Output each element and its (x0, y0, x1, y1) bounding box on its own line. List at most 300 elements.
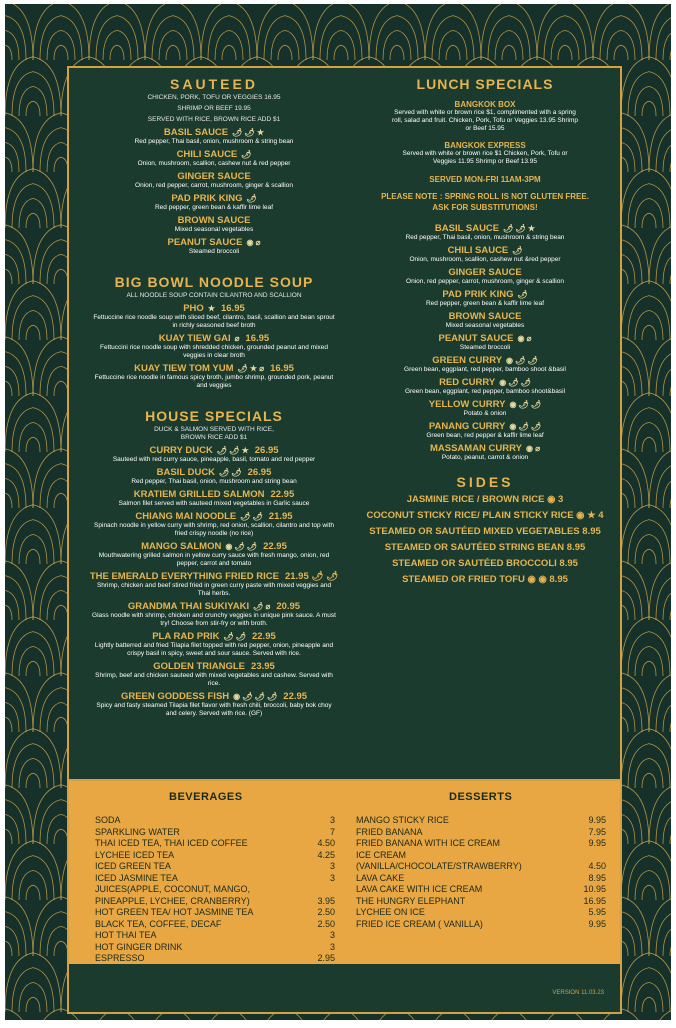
arch-line (89, 4, 145, 60)
row-price: 4.50 (588, 861, 606, 871)
menu-item (73, 237, 355, 256)
arch-line (649, 225, 671, 284)
arch-line (313, 4, 369, 60)
arch-line (663, 702, 671, 732)
arch-line (5, 605, 12, 620)
arch-line (642, 437, 656, 452)
arch-line (5, 225, 33, 284)
item-description: Onion, red pepper, carrot, mushroom, ginger & scallion (135, 182, 293, 189)
item-description: Fettuccine rice noodle in famous spicy broth, jumbo shrimp, grounded pork, peanut and veggies (94, 374, 334, 389)
arch-line (40, 16, 82, 60)
arch-line (264, 16, 306, 60)
item-description: Lightly batterred and fried Tilapia filet topped with red pepper, onion, pineapple and crispy basil in spicy, sweet and sour sauce. Served with rice. (94, 642, 334, 657)
arch-line (642, 885, 656, 900)
menu-panel (67, 66, 622, 781)
arch-line (649, 561, 671, 620)
desserts-row (356, 873, 606, 885)
beverages-row (95, 815, 335, 827)
arch-line (649, 113, 671, 172)
menu-item (73, 149, 355, 168)
item-title-line (73, 445, 355, 456)
diet-icons: 🌶 🌶 ★ (503, 224, 536, 233)
menu-item (73, 511, 355, 538)
item-price: 22.95 (270, 489, 295, 500)
bangkok-express-desc: Served with white or brown rice $1 Chicken, Pork, Tofu or Veggies 11.95 Shrimp or Beef 13.95 (402, 150, 568, 165)
gluten-note: PLEASE NOTE : SPRING ROLL IS NOT GLUTEN FREE. ASK FOR SUBSTITUTIONS! (381, 192, 589, 212)
beverages-list (95, 815, 335, 965)
menu-item (352, 443, 618, 462)
arch-line (670, 381, 671, 396)
desserts-list (356, 815, 606, 930)
arch-line (12, 296, 54, 340)
bottom-panel (67, 781, 622, 1014)
menu-item (73, 691, 355, 718)
item-name: PLA RAD PRIK (152, 631, 220, 642)
item-price: 21.95 🌶 🌶 (284, 571, 339, 582)
arch-line (432, 16, 474, 60)
row-price: 2.50 (317, 907, 335, 917)
item-title-line (352, 311, 618, 322)
item-name: GRANDMA THAI SUKIYAKI (127, 601, 250, 612)
arch-line (26, 549, 40, 564)
item-price: 26.95 (247, 467, 272, 478)
item-description: Green bean, red pepper & kaffir lime leaf (426, 432, 544, 439)
arch-line (26, 437, 40, 452)
item-name: PANANG CURRY (428, 421, 506, 432)
arch-line (5, 673, 33, 732)
item-name: RED CURRY (439, 377, 496, 388)
arch-line (334, 45, 348, 60)
arch-line (26, 325, 40, 340)
menu-item (73, 303, 355, 330)
diet-icons: 🌶 (241, 150, 252, 159)
desserts-row (356, 861, 606, 873)
diet-icons: 🌶 (517, 290, 528, 299)
menu-item (73, 333, 355, 360)
menu-item (73, 489, 355, 508)
arch-line (642, 213, 656, 228)
arch-line (390, 45, 404, 60)
arch-line (5, 800, 26, 844)
right-column (352, 74, 618, 586)
sides-title: SIDES (456, 474, 514, 490)
arch-line (670, 717, 671, 732)
row-name: ICED JASMINE TEA (95, 872, 178, 883)
row-price: 3.95 (317, 895, 335, 906)
house-note: DUCK & SALMON SERVED WITH RICE, BROWN RICE ADD $1 (154, 426, 274, 441)
row-name: PINEAPPLE, LYCHEE, CRANBERRY) (95, 895, 250, 906)
side-item: STEAMED OR SAUTÉED STRING BEAN 8.95 (384, 542, 586, 553)
menu-item (73, 445, 355, 464)
item-price: 16.95 (245, 333, 270, 344)
beverages-row (95, 930, 335, 942)
side-item: COCONUT STICKY RICE/ PLAIN STICKY RICE ◉ ★ 4 (366, 510, 604, 521)
left-column (73, 74, 355, 718)
row-name: FRIED BANANA (356, 826, 423, 837)
diet-icons: 🌶 🌶 ★ (216, 446, 249, 455)
arch-line (5, 493, 12, 508)
diet-icons: ◉ 🌶 🌶 (499, 378, 531, 387)
sauteed-note-2: SHRIMP OR BEEF 19.95 (177, 105, 251, 112)
arch-line (222, 45, 236, 60)
item-description: Spicy and fasty steamed Tilapia filet flavor with fresh chili, broccoli, baby bok choy and celery. Served with rice. (GF) (96, 702, 332, 717)
arch-line (649, 1009, 671, 1020)
arch-line (5, 157, 12, 172)
arch-line (670, 605, 671, 620)
arch-line (5, 464, 26, 508)
beverages-row (95, 896, 335, 908)
side-item: STEAMED OR SAUTÉED BROCCOLI 8.95 (392, 558, 578, 569)
noodle-list (73, 303, 355, 390)
arch-line (600, 16, 642, 60)
arch-line (642, 101, 656, 116)
item-name: GINGER SAUCE (177, 171, 251, 182)
row-name: LAVA CAKE (356, 872, 405, 883)
arch-line (642, 997, 656, 1012)
item-name: KUAY TIEW GAI (158, 333, 231, 344)
row-price: 3 (329, 941, 335, 952)
item-description: Red pepper, green bean & kaffir lime leaf (425, 300, 545, 307)
menu-item (73, 215, 355, 234)
arch-line (12, 856, 54, 900)
item-title-line (352, 223, 618, 234)
arch-line (670, 829, 671, 844)
sides-list (352, 494, 618, 586)
menu-item (73, 363, 355, 390)
item-name: MASSAMAN CURRY (429, 443, 522, 454)
arch-line (628, 744, 670, 788)
diet-icons: ◉ ⌀ (246, 238, 261, 247)
item-name: PHO (183, 303, 204, 314)
beverages-row (95, 907, 335, 919)
item-name: CURRY DUCK (149, 445, 213, 456)
arch-line (670, 941, 671, 956)
beverages-row (95, 953, 335, 965)
item-name: PAD PRIK KING (171, 193, 243, 204)
arch-line (26, 101, 40, 116)
item-description: Steamed broccoli (188, 248, 240, 255)
arch-line (663, 366, 671, 396)
diet-icons: ◉ 🌶 🌶 🌶 (233, 692, 278, 701)
arch-line (54, 45, 68, 60)
item-name: PEANUT SAUCE (438, 333, 514, 344)
arch-line (537, 4, 593, 60)
arch-line (54, 381, 68, 396)
arch-line (663, 478, 671, 508)
arch-line (201, 4, 257, 60)
diet-icons: 🌶 ⌀ (253, 602, 271, 611)
menu-item (73, 541, 355, 568)
menu-item (73, 467, 355, 486)
arch-line (5, 449, 33, 508)
item-title-line (352, 399, 618, 410)
bangkok-box-name: BANGKOK BOX (454, 100, 516, 109)
arch-line (5, 897, 33, 956)
diet-icons: ◉ 🌶 🌶 (509, 400, 542, 409)
arch-line (5, 352, 26, 396)
item-description: Red pepper, Thai basil, onion, mushroom & string bean (405, 234, 565, 241)
item-title-line (352, 443, 618, 454)
item-title-line (73, 333, 355, 344)
noodle-note: ALL NOODLE SOUP CONTAIN CILANTRO AND SCALLION (126, 292, 302, 299)
arch-line (5, 45, 12, 60)
row-name: FRIED ICE CREAM ( VANILLA) (356, 918, 483, 929)
row-price: 7.95 (588, 826, 606, 837)
item-title-line (73, 363, 355, 374)
arch-line (488, 16, 530, 60)
arch-line (166, 45, 180, 60)
row-name: SPARKLING WATER (95, 826, 180, 837)
arch-line (12, 968, 54, 1012)
arch-line (320, 16, 362, 60)
item-name: CHILI SAUCE (447, 245, 509, 256)
arch-line (110, 45, 124, 60)
sauteed-note-1: CHICKEN, PORK, TOFU OR VEGGIES 16.95 (147, 94, 281, 101)
row-price: 7 (329, 826, 335, 837)
item-description: Potato & onion (463, 410, 507, 417)
menu-item (352, 267, 618, 286)
arch-line (5, 16, 26, 60)
beverages-row (95, 850, 335, 862)
arch-line (5, 829, 12, 844)
arch-line (670, 269, 671, 284)
arch-line (649, 673, 671, 732)
arch-line (614, 45, 628, 60)
arch-line (628, 856, 670, 900)
row-price: 9.95 (588, 838, 606, 848)
diet-icons: 🌶 🌶 (240, 512, 263, 521)
row-name: BLACK TEA, COFFEE, DECAF (95, 918, 222, 929)
menu-item (352, 333, 618, 352)
diet-icons: ⌀ (234, 334, 240, 343)
menu-item (352, 355, 618, 374)
arch-line (642, 549, 656, 564)
arch-line (5, 561, 33, 620)
item-name: GREEN CURRY (432, 355, 503, 366)
arch-line (54, 157, 68, 172)
menu-item (73, 571, 355, 598)
desserts-row (356, 815, 606, 827)
arch-line (593, 4, 649, 60)
item-description: Red pepper, Thai basil, onion, mushroom and string bean (131, 478, 297, 485)
arch-line (446, 45, 460, 60)
side-item: JASMINE RICE / BROWN RICE ◉ 3 (406, 494, 564, 505)
row-name: ESPRESSO (95, 953, 145, 963)
arch-line (26, 885, 40, 900)
arch-line (628, 632, 670, 676)
row-price: 3 (329, 861, 335, 871)
item-description: Salmon filet served with sauteed mixed vegetables in Garlic sauce (118, 500, 310, 507)
row-price: 3 (329, 930, 335, 940)
item-description: Green bean, eggplant, red pepper, bamboo shoot&basil (404, 388, 566, 395)
arch-line (628, 296, 670, 340)
item-name: GINGER SAUCE (448, 267, 522, 278)
arch-line (663, 30, 671, 60)
arch-line (12, 184, 54, 228)
sauteed-list (73, 127, 355, 256)
arch-line (26, 213, 40, 228)
arch-line (54, 717, 68, 732)
item-description: Spinach noodle in yellow curry with shrimp, red onion, scallion, cilantro and top with fried crispy noodle (no rice) (94, 522, 334, 537)
beverages-row (95, 919, 335, 931)
arch-line (5, 717, 12, 732)
item-name: GOLDEN TRIANGLE (153, 661, 246, 672)
row-price: 2.50 (317, 918, 335, 929)
beverages-row (95, 873, 335, 885)
row-price: 4.50 (317, 838, 335, 848)
arch-line (628, 184, 670, 228)
arch-line (663, 926, 671, 956)
beverages-row (95, 827, 335, 839)
arch-line (663, 814, 671, 844)
desserts-row (356, 850, 606, 862)
row-name: ICE CREAM (356, 849, 407, 860)
arch-line (5, 240, 26, 284)
item-title-line (73, 541, 355, 552)
arch-line (257, 4, 313, 60)
row-name: JUICES(APPLE, COCONUT, MANGO, (95, 884, 251, 894)
arch-line (152, 16, 194, 60)
diet-icons: 🌶 ★ ⌀ (237, 364, 265, 373)
row-name: LYCHEE ICED TEA (95, 849, 175, 860)
item-description: Onion, red pepper, carrot, mushroom, ginger & scallion (406, 278, 564, 285)
arch-line (5, 912, 26, 956)
diet-icons: ◉ 🌶 🌶 (509, 422, 542, 431)
sauteed-note-3: SERVED WITH RICE, BROWN RICE ADD $1 (147, 116, 281, 123)
row-price: 8.95 (588, 872, 606, 883)
desserts-row (356, 907, 606, 919)
desserts-row (356, 919, 606, 931)
arch-line (628, 520, 670, 564)
row-price: 2.95 (317, 953, 335, 963)
row-price: 9.95 (588, 815, 606, 825)
arch-line (376, 16, 418, 60)
item-name: BASIL SAUCE (163, 127, 229, 138)
item-name: BASIL SAUCE (434, 223, 500, 234)
desserts-row (356, 838, 606, 850)
item-title-line (73, 571, 355, 582)
item-name: KRATIEM GRILLED SALMON (133, 489, 265, 500)
item-description: Mixed seasonal vegetables (174, 226, 254, 233)
arch-line (33, 4, 89, 60)
arch-line (558, 45, 572, 60)
item-title-line (73, 511, 355, 522)
arch-line (5, 128, 26, 172)
item-name: BROWN SAUCE (177, 215, 251, 226)
arch-line (649, 785, 671, 844)
beverages-row (95, 838, 335, 850)
row-name: LYCHEE ON ICE (356, 907, 425, 917)
item-price: 16.95 (270, 363, 294, 374)
served-hours: SERVED MON-FRI 11AM-3PM (429, 175, 541, 184)
arch-line (278, 45, 292, 60)
arch-line (5, 785, 33, 844)
item-title-line (73, 601, 355, 612)
item-price: 21.95 (268, 511, 293, 522)
item-description: Mixed seasonal vegetables (445, 322, 525, 329)
arch-line (12, 632, 54, 676)
item-price: 16.95 (220, 303, 245, 314)
arch-line (670, 45, 671, 60)
menu-item (352, 245, 618, 264)
item-description: Red pepper, Thai basil, onion, mushroom & string bean (134, 138, 294, 145)
arch-line (5, 576, 26, 620)
arch-line (26, 661, 40, 676)
arch-line (481, 4, 537, 60)
menu-item (73, 601, 355, 628)
arch-line (12, 72, 54, 116)
version-label: VERSION 11.03.23 (552, 990, 604, 996)
menu-item (352, 289, 618, 308)
beverages-row (95, 942, 335, 954)
row-price: 5.95 (588, 907, 606, 917)
arch-line (642, 325, 656, 340)
arch-line (502, 45, 516, 60)
arch-line (12, 408, 54, 452)
arch-line (26, 997, 40, 1012)
menu-item (352, 311, 618, 330)
item-description: Fettuccini rice noodle soup with shredded chicken, grounded peanut and mixed veggies in clear broth (99, 344, 328, 359)
row-name: ICED GREEN TEA (95, 861, 171, 871)
item-price: 22.95 (263, 541, 287, 552)
row-name: LAVA CAKE WITH ICE CREAM (356, 884, 483, 894)
menu-item (352, 223, 618, 242)
item-name: BASIL DUCK (156, 467, 216, 478)
item-title-line (352, 289, 618, 300)
item-price: 22.95 (283, 691, 308, 702)
diet-icons: ★ (207, 304, 215, 313)
item-description: Red pepper, green bean & kaffir lime leaf (154, 204, 274, 211)
menu-item (73, 127, 355, 146)
row-name: MANGO STICKY RICE (356, 815, 449, 825)
item-description: Sauteed with red curry sauce, pineapple, basil, tomato and red pepper (112, 456, 316, 463)
arch-line (628, 408, 670, 452)
house-list (73, 445, 355, 718)
item-price: 20.95 (276, 601, 301, 612)
arch-line (145, 4, 201, 60)
item-description: Mouthwatering grilled salmon in yellow curry sauce with fresh mango, onion, red pepper, carrot and tomato (98, 552, 330, 567)
item-title-line (73, 691, 355, 702)
item-description: Shrimp, beef and chicken sauteed with mixed vegetables and cashew. Served with rice. (95, 672, 333, 687)
row-name: THE HUNGRY ELEPHANT (356, 895, 466, 906)
diet-icons: ◉ 🌶 🌶 (506, 356, 538, 365)
item-title-line (352, 377, 618, 388)
diet-icons: 🌶 🌶 (219, 468, 242, 477)
beverages-title: BEVERAGES (169, 791, 243, 803)
item-name: THE EMERALD EVERYTHING FRIED RICE (89, 571, 279, 582)
arch-line (54, 605, 68, 620)
desserts-title: DESSERTS (449, 791, 513, 803)
menu-item (352, 421, 618, 440)
row-price: 16.95 (583, 895, 606, 906)
diet-icons: 🌶 🌶 (223, 632, 246, 641)
diet-icons: ◉ ⌀ (525, 444, 541, 453)
item-description: Fettuccine rice noodle soup with sliced beef, cilantro, basil, scallion and bean sprout in richly seasoned beef broth (93, 314, 335, 329)
row-price: 10.95 (583, 884, 606, 894)
diet-icons: 🌶 🌶 ★ (232, 128, 265, 137)
row-name: THAI ICED TEA, THAI ICED COFFEE (95, 838, 248, 848)
item-title-line (73, 193, 355, 204)
menu-item (73, 171, 355, 190)
arch-line (5, 113, 33, 172)
arch-line (5, 941, 12, 956)
desserts-row (356, 884, 606, 896)
row-name: FRIED BANANA WITH ICE CREAM (356, 838, 501, 848)
side-item: STEAMED OR FRIED TOFU ◉ ◉ 8.95 (402, 574, 568, 585)
item-title-line (73, 149, 355, 160)
beverages-row (95, 861, 335, 873)
item-title-line (352, 267, 618, 278)
